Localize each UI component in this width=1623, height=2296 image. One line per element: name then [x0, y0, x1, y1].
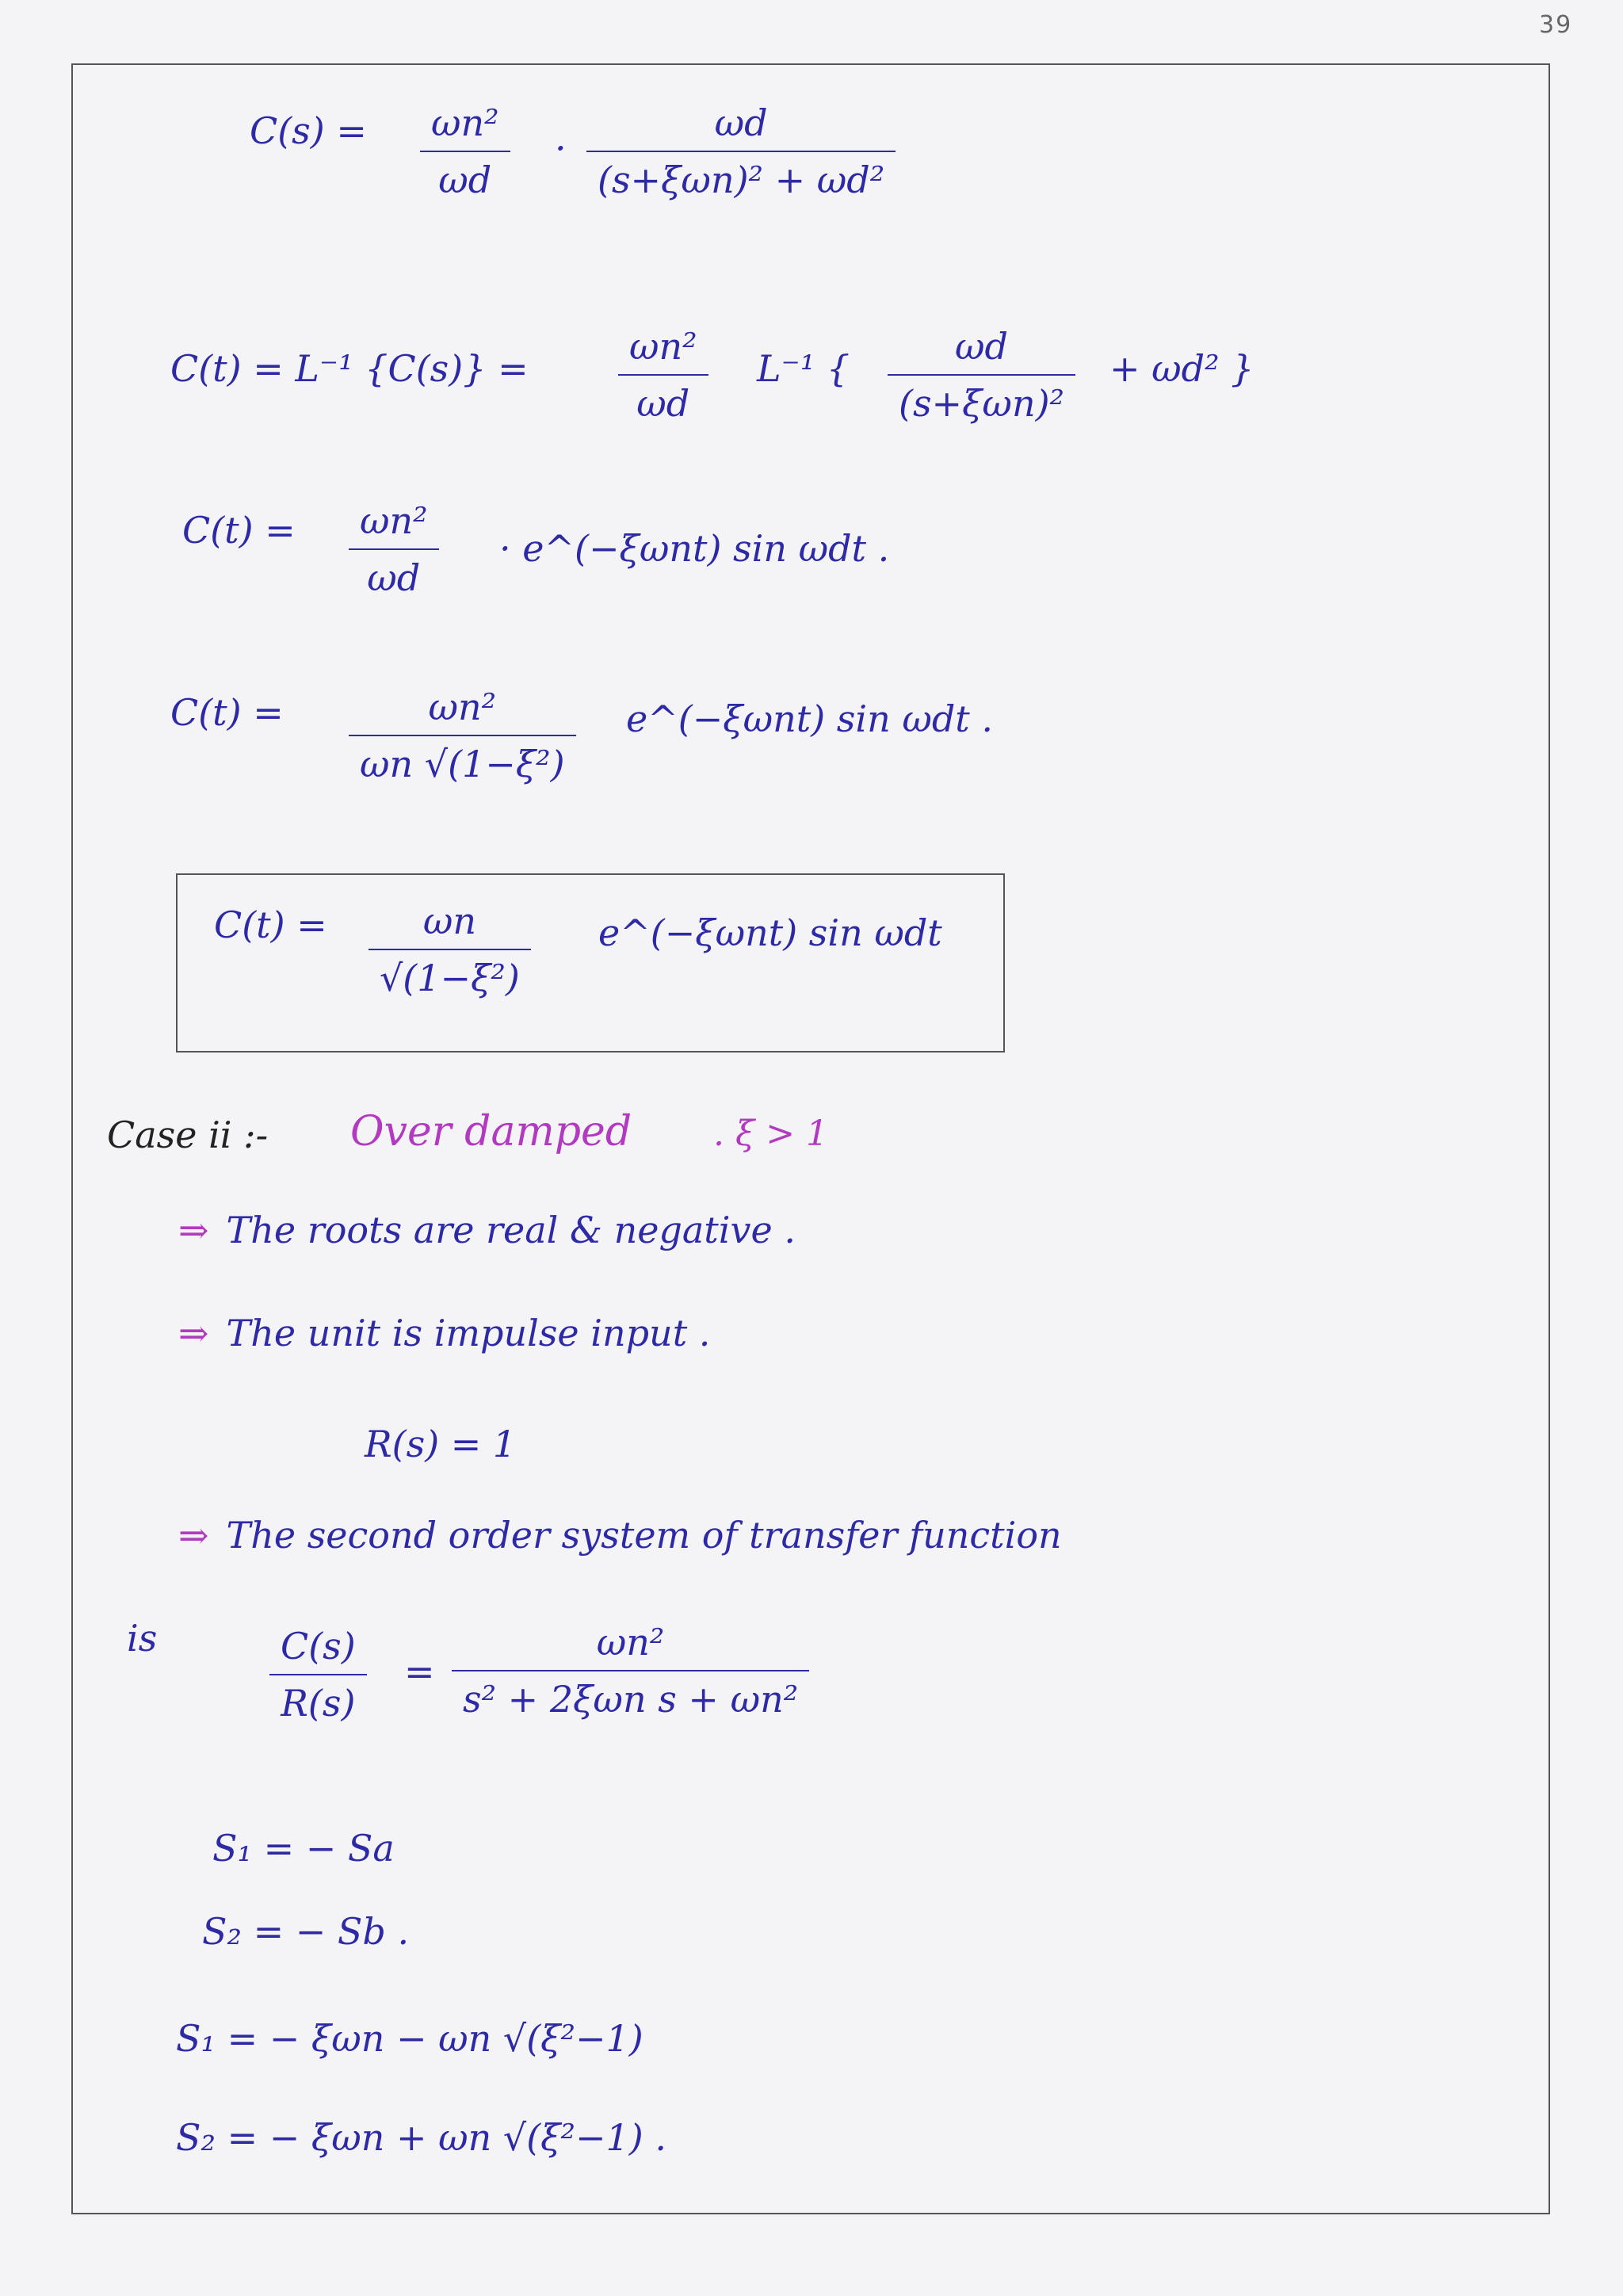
eq2-inverse-laplace: L⁻¹ { — [757, 347, 850, 390]
eq5-rhs: e^(−ξωnt) sin ωdt — [598, 911, 942, 954]
eq2-fraction-2 — [888, 325, 1075, 425]
eq3-rhs: · e^(−ξωnt) sin ωdt . — [499, 527, 890, 570]
eq3-numerator: ωn² — [360, 499, 428, 542]
bullet-item-input — [178, 1312, 710, 1354]
eq5-denominator: √(1−ξ²) — [380, 957, 520, 999]
bullet-text: The roots are real & negative . — [226, 1209, 796, 1251]
tf-lhs-numerator: C(s) — [281, 1625, 356, 1668]
implies-arrow-icon: ⇒ — [178, 1312, 209, 1354]
eq2-f2-numerator: ωd — [955, 325, 1008, 368]
case-label: Case ii :- — [107, 1114, 269, 1156]
case-condition: . ξ > 1 — [713, 1114, 829, 1154]
eq4-denominator: ωn √(1−ξ²) — [360, 743, 565, 785]
fraction-bar — [586, 151, 896, 152]
tf-rhs-numerator: ωn² — [596, 1621, 665, 1664]
fraction-bar — [618, 374, 708, 376]
page-number: 39 — [1539, 11, 1573, 39]
eq1-fraction-2 — [586, 101, 896, 201]
eq2-f2-denominator: (s+ξωn)² — [899, 382, 1064, 425]
bullet-text: The second order system of transfer function — [226, 1514, 1062, 1557]
eq5-lhs: C(t) = — [214, 904, 327, 946]
tf-lhs-fraction — [269, 1625, 367, 1725]
is-label: is — [127, 1617, 158, 1660]
eq3-lhs: C(t) = — [182, 509, 296, 552]
eq3-denominator: ωd — [367, 556, 421, 599]
eq1-f1-numerator: ωn² — [431, 101, 499, 144]
eq1-f2-denominator: (s+ξωn)² + ωd² — [598, 159, 885, 201]
eq2-f1-denominator: ωd — [636, 382, 690, 425]
eq1-f1-denominator: ωd — [438, 159, 492, 201]
root-s2-short: S₂ = − Sb . — [202, 1910, 410, 1953]
bullet-item-transfer — [178, 1514, 1062, 1557]
eq1-lhs: C(s) = — [250, 109, 367, 152]
fraction-bar — [888, 374, 1075, 376]
fraction-bar — [420, 151, 510, 152]
root-s1-full: S₁ = − ξωn − ωn √(ξ²−1) — [176, 2017, 643, 2060]
eq4-lhs: C(t) = — [170, 691, 284, 734]
eq5-fraction — [369, 900, 531, 999]
implies-arrow-icon: ⇒ — [178, 1209, 209, 1251]
eq1-dot: · — [555, 127, 567, 170]
eq4-fraction — [349, 686, 576, 785]
tf-equals: = — [404, 1650, 435, 1693]
case-title: Over damped — [350, 1108, 632, 1156]
fraction-bar — [452, 1670, 809, 1671]
rs-equation: R(s) = 1 — [365, 1423, 517, 1465]
fraction-bar — [269, 1674, 367, 1675]
bullet-text: The unit is impulse input . — [226, 1312, 711, 1354]
root-s1-short: S₁ = − Sa — [212, 1827, 395, 1870]
eq3-fraction — [349, 499, 439, 599]
tf-rhs-fraction — [452, 1621, 809, 1721]
eq1-fraction-1 — [420, 101, 510, 201]
eq2-lhs: C(t) = L⁻¹ {C(s)} = — [170, 347, 529, 390]
eq5-numerator: ωn — [422, 900, 476, 942]
implies-arrow-icon: ⇒ — [178, 1514, 209, 1557]
eq2-f1-numerator: ωn² — [629, 325, 697, 368]
result-box — [176, 873, 1005, 1052]
fraction-bar — [349, 548, 439, 550]
eq1-f2-numerator: ωd — [714, 101, 768, 144]
eq4-rhs: e^(−ξωnt) sin ωdt . — [626, 697, 994, 740]
bullet-item-roots — [178, 1209, 796, 1251]
fraction-bar — [349, 735, 576, 736]
eq4-numerator: ωn² — [428, 686, 497, 728]
tf-rhs-denominator: s² + 2ξωn s + ωn² — [463, 1678, 799, 1721]
fraction-bar — [369, 949, 531, 950]
eq2-fraction-1 — [618, 325, 708, 425]
tf-lhs-denominator: R(s) — [281, 1682, 356, 1725]
root-s2-full: S₂ = − ξωn + ωn √(ξ²−1) . — [176, 2116, 666, 2159]
eq2-tail: + ωd² } — [1109, 347, 1254, 390]
